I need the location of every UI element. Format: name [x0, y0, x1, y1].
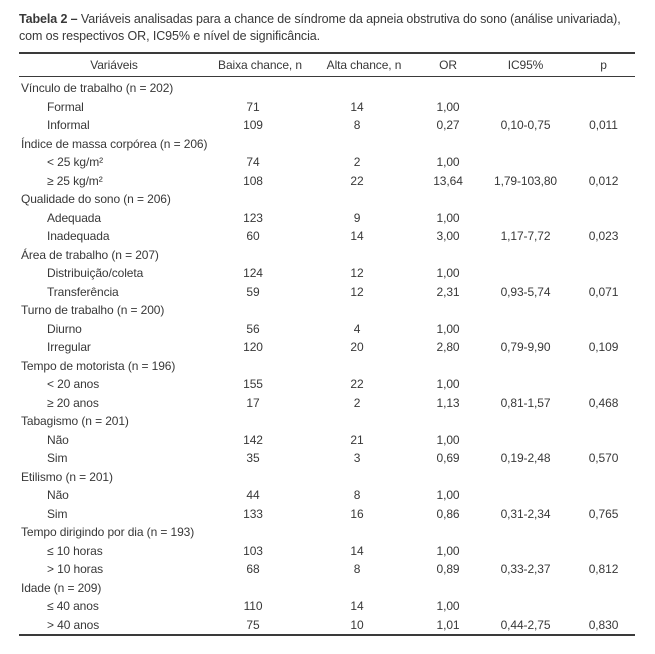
cell-ic95 [479, 320, 572, 339]
group-row [19, 301, 635, 320]
cell-baixa-chance: 109 [243, 118, 263, 132]
cell-variable: Sim [47, 451, 68, 465]
cell-p: 0,830 [588, 617, 619, 632]
cell-ic95: 0,19-2,48 [500, 451, 551, 465]
cell-p [572, 264, 635, 283]
data-row [19, 338, 635, 357]
table-caption [19, 11, 637, 45]
cell-variable: Transferência [47, 284, 119, 299]
cell-variable: Sim [47, 506, 68, 521]
group-label: Tempo dirigindo por dia (n = 193) [21, 525, 195, 539]
cell-baixa-chance: 133 [243, 506, 263, 521]
cell-baixa-chance: 142 [243, 432, 263, 447]
column-header-variaveis: Variáveis [19, 53, 209, 77]
cell-ic95 [479, 431, 572, 450]
cell-alta-chance: 8 [353, 562, 361, 576]
data-row [19, 153, 635, 172]
cell-ic95: 0,33-2,37 [500, 562, 551, 576]
cell-alta-chance: 9 [353, 210, 361, 225]
cell-or: 1,00 [436, 432, 460, 447]
cell-ic95 [479, 153, 572, 172]
header-row [19, 53, 635, 77]
cell-p [572, 597, 635, 616]
cell-variable: < 20 anos [47, 377, 100, 391]
cell-p [572, 486, 635, 505]
data-row [19, 116, 635, 135]
cell-or: 1,00 [436, 321, 460, 336]
cell-alta-chance: 8 [353, 488, 361, 502]
table-caption-text: Variáveis analisadas para a chance de síndrome da apneia obstrutiva do sono (análise univariada), com os respectivos OR, IC95% e nível de significância. [19, 12, 621, 43]
cell-variable: < 25 kg/m² [47, 155, 104, 169]
table-body [19, 77, 635, 636]
cell-or: 0,89 [436, 562, 460, 576]
cell-variable: Diurno [47, 321, 82, 336]
cell-alta-chance: 4 [353, 321, 361, 336]
cell-baixa-chance: 75 [246, 617, 260, 632]
cell-ic95: 1,17-7,72 [500, 229, 551, 243]
data-row [19, 542, 635, 561]
cell-variable: ≥ 20 anos [47, 395, 99, 410]
cell-ic95 [479, 98, 572, 117]
cell-p [572, 375, 635, 394]
column-header-alta-chance: Alta chance, n [311, 53, 417, 77]
data-row [19, 209, 635, 228]
data-row [19, 264, 635, 283]
group-label: Qualidade do sono (n = 206) [21, 192, 171, 206]
group-label: Turno de trabalho (n = 200) [21, 303, 165, 317]
cell-or: 1,01 [436, 617, 460, 632]
group-label: Área de trabalho (n = 207) [21, 247, 159, 262]
data-row [19, 394, 635, 413]
cell-alta-chance: 14 [350, 229, 364, 243]
group-row [19, 77, 635, 98]
cell-variable: Inadequada [47, 229, 110, 243]
cell-variable: Formal [47, 99, 84, 114]
cell-p [572, 209, 635, 228]
group-label: Etilismo (n = 201) [21, 469, 113, 484]
cell-variable: > 40 anos [47, 617, 100, 632]
data-row [19, 449, 635, 468]
cell-alta-chance: 20 [350, 340, 364, 354]
cell-ic95: 0,81-1,57 [500, 395, 551, 410]
cell-p: 0,012 [588, 173, 619, 188]
cell-or: 1,00 [436, 155, 460, 169]
cell-alta-chance: 2 [353, 155, 361, 169]
data-row [19, 486, 635, 505]
data-row [19, 616, 635, 636]
column-header-ic95: IC95% [479, 53, 572, 77]
cell-variable: Informal [47, 118, 90, 132]
cell-p: 0,468 [588, 395, 619, 410]
cell-ic95 [479, 486, 572, 505]
cell-baixa-chance: 74 [246, 155, 260, 169]
cell-variable: ≤ 10 horas [47, 543, 103, 558]
cell-ic95 [479, 597, 572, 616]
cell-or: 1,00 [436, 543, 460, 558]
cell-variable: Adequada [47, 210, 101, 225]
group-row [19, 412, 635, 431]
table-caption-label: Tabela 2 – [19, 12, 78, 26]
cell-ic95: 0,31-2,34 [500, 506, 551, 521]
cell-variable: Irregular [47, 340, 91, 354]
cell-ic95: 0,44-2,75 [500, 617, 551, 632]
group-row [19, 579, 635, 598]
cell-ic95 [479, 209, 572, 228]
cell-baixa-chance: 60 [246, 229, 260, 243]
cell-baixa-chance: 123 [243, 210, 263, 225]
cell-p: 0,765 [588, 506, 619, 521]
cell-variable: Não [47, 432, 69, 447]
cell-baixa-chance: 56 [246, 321, 260, 336]
cell-or: 1,00 [436, 377, 460, 391]
cell-ic95 [479, 542, 572, 561]
cell-baixa-chance: 103 [243, 543, 263, 558]
column-header-or: OR [417, 53, 479, 77]
cell-alta-chance: 3 [353, 451, 361, 465]
cell-p [572, 431, 635, 450]
cell-or: 1,00 [436, 210, 460, 225]
group-row [19, 246, 635, 265]
cell-alta-chance: 16 [350, 506, 364, 521]
data-row [19, 597, 635, 616]
cell-p [572, 98, 635, 117]
cell-alta-chance: 12 [350, 266, 364, 280]
group-row [19, 357, 635, 376]
group-row [19, 190, 635, 209]
cell-ic95 [479, 264, 572, 283]
cell-ic95: 0,93-5,74 [500, 284, 551, 299]
group-label: Vínculo de trabalho (n = 202) [21, 81, 174, 95]
cell-baixa-chance: 17 [246, 395, 260, 410]
cell-variable: Distribuição/coleta [47, 266, 144, 280]
cell-baixa-chance: 71 [246, 99, 260, 114]
column-header-baixa-chance: Baixa chance, n [209, 53, 311, 77]
data-row [19, 560, 635, 579]
data-row [19, 375, 635, 394]
cell-ic95: 0,79-9,90 [500, 340, 551, 354]
cell-p: 0,109 [588, 340, 619, 354]
cell-p [572, 153, 635, 172]
results-table [19, 52, 635, 636]
cell-baixa-chance: 155 [243, 377, 263, 391]
cell-or: 0,69 [436, 451, 460, 465]
cell-or: 1,00 [436, 599, 460, 613]
column-header-p: p [572, 53, 635, 77]
cell-alta-chance: 8 [353, 118, 361, 132]
cell-baixa-chance: 68 [246, 562, 260, 576]
data-row [19, 227, 635, 246]
data-row [19, 283, 635, 302]
group-label: Tabagismo (n = 201) [21, 414, 129, 428]
group-label: Tempo de motorista (n = 196) [21, 358, 176, 373]
cell-alta-chance: 22 [350, 173, 364, 188]
group-label: Idade (n = 209) [21, 580, 102, 595]
cell-or: 1,13 [436, 395, 460, 410]
cell-variable: ≥ 25 kg/m² [47, 173, 103, 188]
cell-alta-chance: 10 [350, 617, 364, 632]
cell-or: 2,80 [436, 340, 460, 354]
cell-p: 0,071 [588, 284, 619, 299]
group-row [19, 468, 635, 487]
cell-alta-chance: 14 [350, 543, 364, 558]
cell-or: 0,27 [436, 118, 460, 132]
cell-variable: ≤ 40 anos [47, 599, 99, 613]
data-row [19, 320, 635, 339]
cell-alta-chance: 14 [350, 599, 364, 613]
data-row [19, 505, 635, 524]
group-label: Índice de massa corpórea (n = 206) [21, 136, 208, 151]
data-row [19, 431, 635, 450]
cell-alta-chance: 12 [350, 284, 364, 299]
group-row [19, 135, 635, 154]
cell-p: 0,023 [588, 229, 619, 243]
cell-or: 1,00 [436, 99, 460, 114]
data-row [19, 172, 635, 191]
cell-baixa-chance: 44 [246, 488, 260, 502]
cell-alta-chance: 21 [350, 432, 364, 447]
cell-ic95: 0,10-0,75 [500, 118, 551, 132]
cell-baixa-chance: 120 [243, 340, 263, 354]
cell-or: 1,00 [436, 266, 460, 280]
cell-p [572, 542, 635, 561]
data-row [19, 98, 635, 117]
cell-alta-chance: 2 [353, 395, 361, 410]
cell-or: 13,64 [433, 173, 463, 188]
cell-ic95 [479, 375, 572, 394]
cell-baixa-chance: 124 [243, 266, 263, 280]
cell-p: 0,812 [588, 562, 619, 576]
cell-or: 2,31 [436, 284, 460, 299]
cell-or: 0,86 [436, 506, 460, 521]
cell-baixa-chance: 59 [246, 284, 260, 299]
cell-or: 3,00 [436, 229, 460, 243]
cell-p: 0,570 [588, 451, 619, 465]
cell-or: 1,00 [436, 488, 460, 502]
group-row [19, 523, 635, 542]
cell-baixa-chance: 35 [246, 451, 260, 465]
cell-alta-chance: 14 [350, 99, 364, 114]
cell-p: 0,011 [589, 118, 618, 132]
cell-baixa-chance: 108 [243, 173, 263, 188]
cell-alta-chance: 22 [350, 377, 364, 391]
cell-baixa-chance: 110 [243, 599, 263, 613]
cell-variable: Não [47, 488, 69, 502]
cell-p [572, 320, 635, 339]
cell-ic95: 1,79-103,80 [494, 173, 557, 188]
cell-variable: > 10 horas [47, 562, 104, 576]
